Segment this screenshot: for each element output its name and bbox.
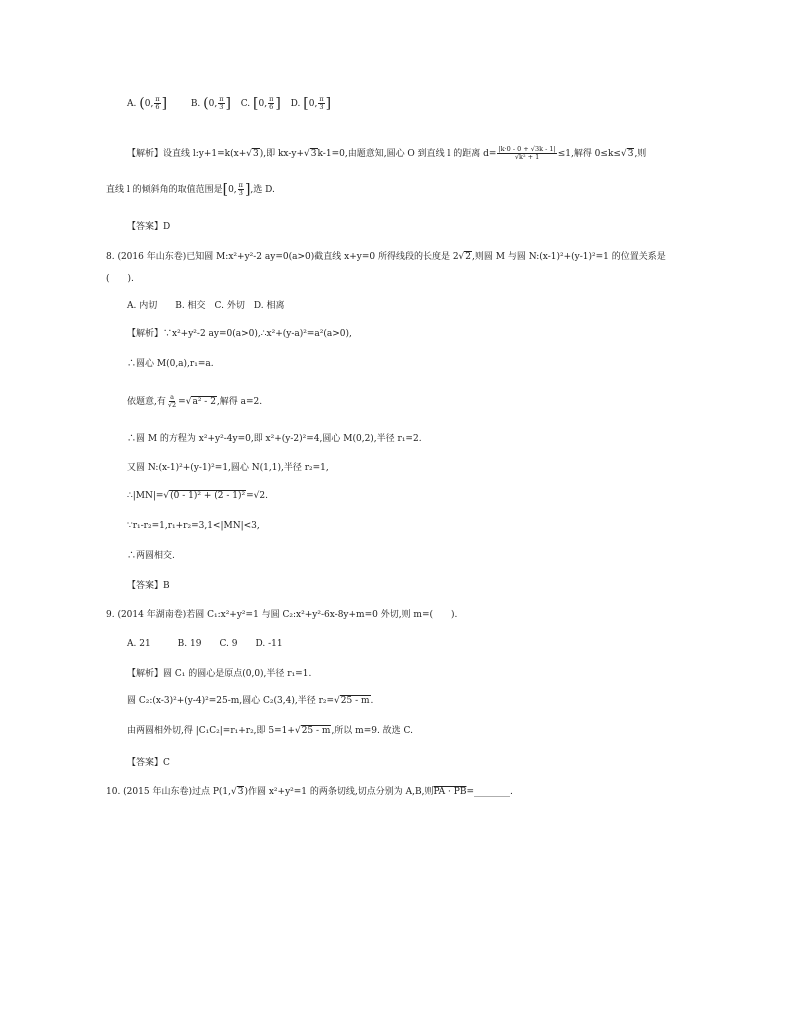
- q7-analysis-line1: 【解析】设直线 l:y+1=k(x+√3),即 kx-y+√3k-1=0,由题意知,圆心 O 到直线 l 的距离 d= $\frac{|k\cdot 0 - 0 + √3k - 1|}{\text{√k² + 1}}$ ≤1,解得 0≤k≤√3,则: [127, 145, 647, 162]
- q8-stem-line1: 8. (2016 年山东卷)已知圆 M:x²+y²-2 ay=0(a>0)截直线 x+y=0 所得线段的长度是 2√2,则圆 M 与圆 N:(x-1)²+(y-1)²=1 的位置关系是: [106, 252, 666, 262]
- q7-analysis-line2: 直线 l 的倾斜角的取值范围是[0, $\frac{\pi}{3}$ ],选 D.: [106, 181, 275, 198]
- q9-analysis-3: 由两圆相外切,得 |C₁C₂|=r₁+r₂,即 5=1+√25 - m,所以 m=9. 故选 C.: [127, 726, 413, 736]
- q9-analysis-2: 圆 C₂:(x-3)²+(y-4)²=25-m,圆心 C₂(3,4),半径 r₂=√25 - m.: [127, 696, 374, 706]
- q9-analysis-1: 【解析】圆 C₁ 的圆心是原点(0,0),半径 r₁=1.: [127, 669, 312, 679]
- q10-stem: 10. (2015 年山东卷)过点 P(1,√3)作圆 x²+y²=1 的两条切线,切点分别为 A,B,则PA · PB=________.: [106, 787, 513, 797]
- q8-stem-line2: ( ).: [106, 274, 134, 284]
- q8-analysis-4: ∴圆 M 的方程为 x²+y²-4y=0,即 x²+(y-2)²=4,圆心 M(0,2),半径 r₁=2.: [127, 434, 422, 444]
- q8-analysis-3: 依题意,有 $\frac{a}{√2}$ =√a² - 2,解得 a=2.: [127, 393, 263, 410]
- q8-analysis-1: 【解析】∵x²+y²-2 ay=0(a>0),∴x²+(y-a)²=a²(a>0),: [127, 329, 352, 339]
- q8-answer: 【答案】B: [127, 581, 170, 591]
- q9-options: A. 21 B. 19 C. 9 D. -11: [127, 639, 283, 649]
- q8-analysis-8: ∴两圆相交.: [127, 551, 175, 561]
- q9-answer: 【答案】C: [127, 758, 170, 768]
- q8-options: A. 内切 B. 相交 C. 外切 D. 相离: [127, 301, 285, 311]
- q9-stem: 9. (2014 年湖南卷)若圆 C₁:x²+y²=1 与圆 C₂:x²+y²-6x-8y+m=0 外切,则 m=( ).: [106, 610, 458, 620]
- q7-answer: 【答案】D: [127, 222, 171, 232]
- q7-options: A. (0, $\frac{\pi}{6}$ ] B. (0, $\frac{\pi}{3}$ ] C. [0, $\frac{\pi}{6}$ ] D. [0, $\frac{\pi}{3}$ ]: [127, 95, 332, 112]
- q8-analysis-5: 又圆 N:(x-1)²+(y-1)²=1,圆心 N(1,1),半径 r₂=1,: [127, 463, 329, 473]
- q8-analysis-2: ∴圆心 M(0,a),r₁=a.: [127, 359, 214, 369]
- q8-analysis-6: ∴|MN|=√(0 - 1)² + (2 - 1)²=√2.: [127, 491, 268, 501]
- q8-analysis-7: ∵r₁-r₂=1,r₁+r₂=3,1<|MN|<3,: [127, 521, 260, 531]
